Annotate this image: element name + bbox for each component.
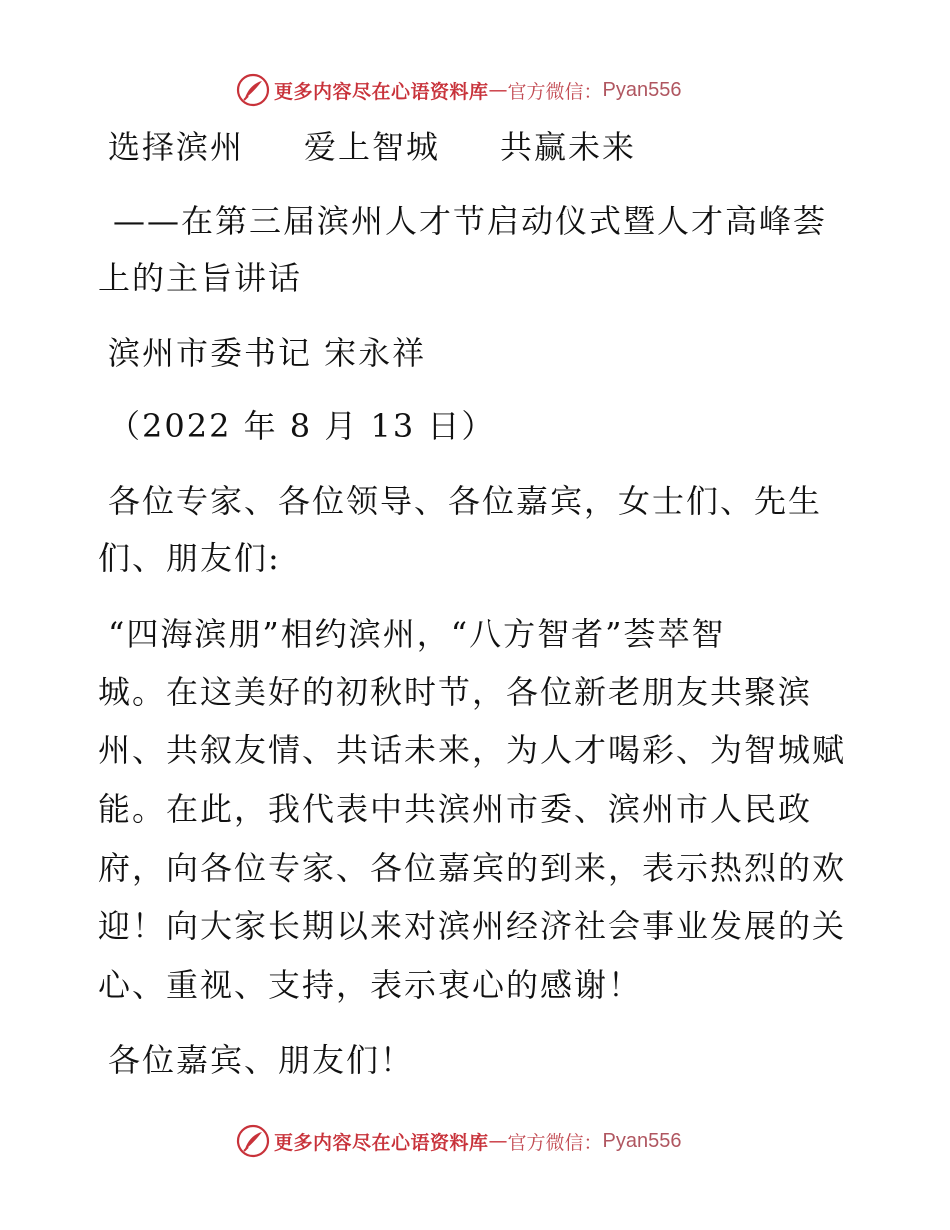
watermark-wechat-id: Pyan556 (602, 1129, 682, 1152)
watermark-main-text: 更多内容尽在心语资料库 (274, 1131, 489, 1154)
document-title (108, 127, 636, 167)
watermark-dash: — (488, 79, 508, 101)
subtitle-line-1: ——在第三届滨州人才节启动仪式暨人才高峰荟 (113, 202, 828, 240)
paragraph-line: 州、共叙友情、共话未来，为人才喝彩、为智城赋 (98, 731, 847, 769)
salutation-line-2: 们、朋友们: (98, 539, 281, 577)
salutation-line-1: 各位专家、各位领导、各位嘉宾，女士们、先生 (108, 482, 823, 520)
watermark-wechat-id: Pyan556 (602, 78, 682, 101)
title-part-2: 爱上智城 (304, 128, 441, 166)
watermark-wechat-label: 官方微信： (507, 80, 603, 103)
title-part-3: 共赢未来 (500, 128, 637, 166)
paragraph-line: 心、重视、支持，表示衷心的感谢！ (98, 966, 643, 1004)
date-line: （2022 年 8 月 13 日） (108, 407, 496, 445)
closing-line: 各位嘉宾、朋友们！ (108, 1041, 415, 1079)
watermark-wechat-label: 官方微信： (507, 1131, 603, 1154)
paragraph-line: 迎！向大家长期以来对滨州经济社会事业发展的关 (98, 907, 847, 945)
quill-logo-icon (236, 1124, 270, 1158)
paragraph-line: 能。在此，我代表中共滨州市委、滨州市人民政 (98, 790, 813, 828)
author-line: 滨州市委书记 宋永祥 (108, 334, 427, 372)
quill-logo-icon (236, 73, 270, 107)
watermark-footer (236, 1124, 682, 1158)
title-part-1: 选择滨州 (108, 128, 245, 166)
paragraph-line: “四海滨朋”相约滨州，“八方智者”荟萃智 (108, 615, 726, 653)
paragraph-line: 府，向各位专家、各位嘉宾的到来，表示热烈的欢 (98, 849, 847, 887)
watermark-main-text: 更多内容尽在心语资料库 (274, 80, 489, 103)
watermark-dash: — (488, 1130, 508, 1152)
watermark-header (236, 73, 682, 107)
paragraph-line: 城。在这美好的初秋时节，各位新老朋友共聚滨 (98, 673, 813, 711)
subtitle-line-2: 上的主旨讲话 (98, 259, 303, 297)
